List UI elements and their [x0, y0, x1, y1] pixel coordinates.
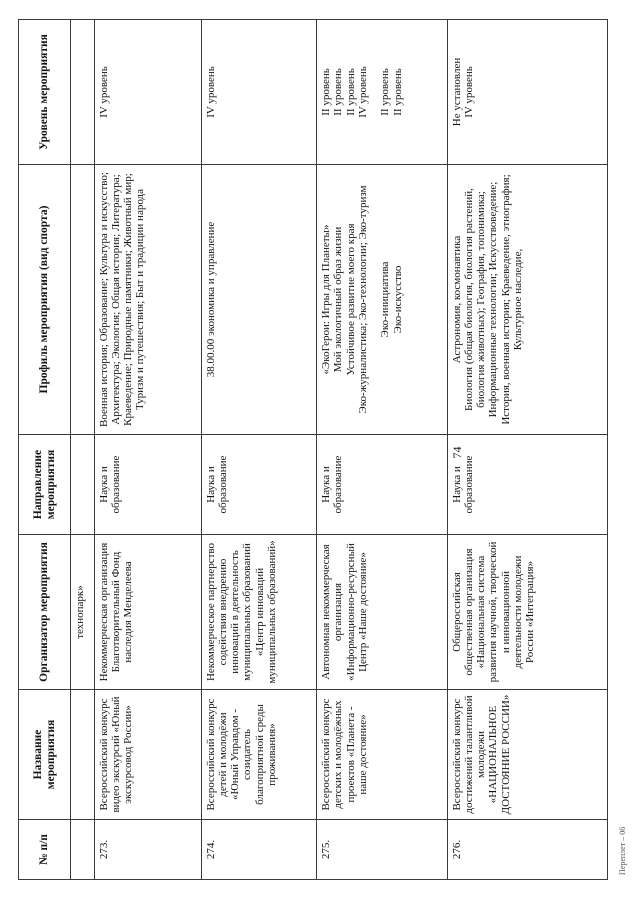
cell-level [317, 20, 448, 165]
header-name: Название мероприятия [19, 690, 71, 820]
cell-direction [71, 435, 95, 535]
cell-organizer: Общероссийская общественная организация «Национальная система развития научной, творческой и инновационной деятельности молодежи России «Интеграция» [447, 535, 607, 690]
profile-item: «ЭкоГерои: Игры для Планеты» [320, 224, 333, 375]
cell-num: 275. [317, 820, 448, 880]
cell-name: Всероссийский конкурс видео экскурсий «Юный экскурсовод России» [94, 690, 201, 820]
level-item: IV уровень [97, 66, 110, 118]
cell-level [201, 20, 317, 165]
events-table [18, 19, 608, 880]
level-item: II уровень [320, 68, 333, 116]
table-row [317, 20, 448, 880]
cell-profile: Военная история; Образование; Культура и искусство; Архитектура; Экология; Общая история; Литература; Краеведение; Природные памятники; Животный мир; Туризм и путешествия; Быт и традиции народа [94, 165, 201, 435]
table-row-carryover [71, 20, 95, 880]
level-gap [369, 24, 379, 160]
cell-level [94, 20, 201, 165]
profile-item: Эко-инициатива [379, 261, 392, 338]
profile-item: Эко-искусство [391, 265, 404, 334]
profile-item: Астрономия, космонавтика [450, 235, 463, 364]
cell-organizer: Некоммерческое партнерство содействия внедрению инноваций в деятельность муниципальных образований «Центр инноваций муниципальных образований» [201, 535, 317, 690]
level-item: IV уровень [462, 66, 475, 118]
cell-name: Всероссийский конкурс детских и молодёжных проектов «Планета - наше достояние» [317, 690, 448, 820]
cell-name [71, 690, 95, 820]
header-organizer: Организатор мероприятия [19, 535, 71, 690]
level-item: II уровень [391, 68, 404, 116]
cell-level [71, 20, 95, 165]
level-item: II уровень [332, 68, 345, 116]
profile-item: Биология (общая биология, биология растений, биология животных); География, топонимика; Информационные технологии; Искусствоведение; История, военная история; Краеведение, этнография; Культурное наследие, [462, 174, 525, 425]
cell-profile [447, 165, 607, 435]
cell-direction: Наука и образование [317, 435, 448, 535]
cell-name: Всероссийский конкурс детей и молодёжи «Юный Управдом - созидатель благоприятной среды проживания» [201, 690, 317, 820]
profile-item: Эко-журналистика; Эко-технологии; Эко-туризм [356, 185, 369, 414]
profile-item: Устойчивое развитие моего края [344, 223, 357, 376]
table-row [94, 20, 201, 880]
cell-level [447, 20, 607, 165]
profile-item: Мой экологичный образ жизни [332, 226, 345, 373]
page-number: 74 [450, 446, 464, 459]
table-header-row [19, 20, 71, 880]
level-item: IV уровень [356, 66, 369, 118]
level-item: II уровень [379, 68, 392, 116]
footer-mark: Переплет – 06 [618, 826, 627, 875]
level-item: Не установлен [450, 57, 463, 127]
table-row [201, 20, 317, 880]
header-level: Уровень мероприятия [19, 20, 71, 165]
cell-profile [317, 165, 448, 435]
level-item: IV уровень [204, 66, 217, 118]
cell-num: 273. [94, 820, 201, 880]
cell-direction: Наука и образование [201, 435, 317, 535]
cell-num [71, 820, 95, 880]
cell-num: 274. [201, 820, 317, 880]
level-item: II уровень [344, 68, 357, 116]
cell-organizer: Автономная некоммерческая организация «Информационно-ресурсный Центр «Наше достояние» [317, 535, 448, 690]
cell-profile: 38.00.00 экономика и управление [201, 165, 317, 435]
table-row [447, 20, 607, 880]
cell-direction: Наука и образование [94, 435, 201, 535]
cell-num: 276. [447, 820, 607, 880]
profile-gap [369, 169, 379, 430]
header-num: № п/п [19, 820, 71, 880]
header-profile: Профиль мероприятия (вид спорта) [19, 165, 71, 435]
header-direction: Направление мероприятия [19, 435, 71, 535]
cell-organizer: Некоммерческая организация Благотворительный Фонд наследия Менделеева [94, 535, 201, 690]
cell-profile [71, 165, 95, 435]
cell-organizer: технопарк» [71, 535, 95, 690]
cell-direction: Наука и образование [447, 435, 607, 535]
cell-name: Всероссийский конкурс достижений талантливой молодежи «НАЦИОНАЛЬНОЕ ДОСТОЯНИЕ РОССИИ» [447, 690, 607, 820]
